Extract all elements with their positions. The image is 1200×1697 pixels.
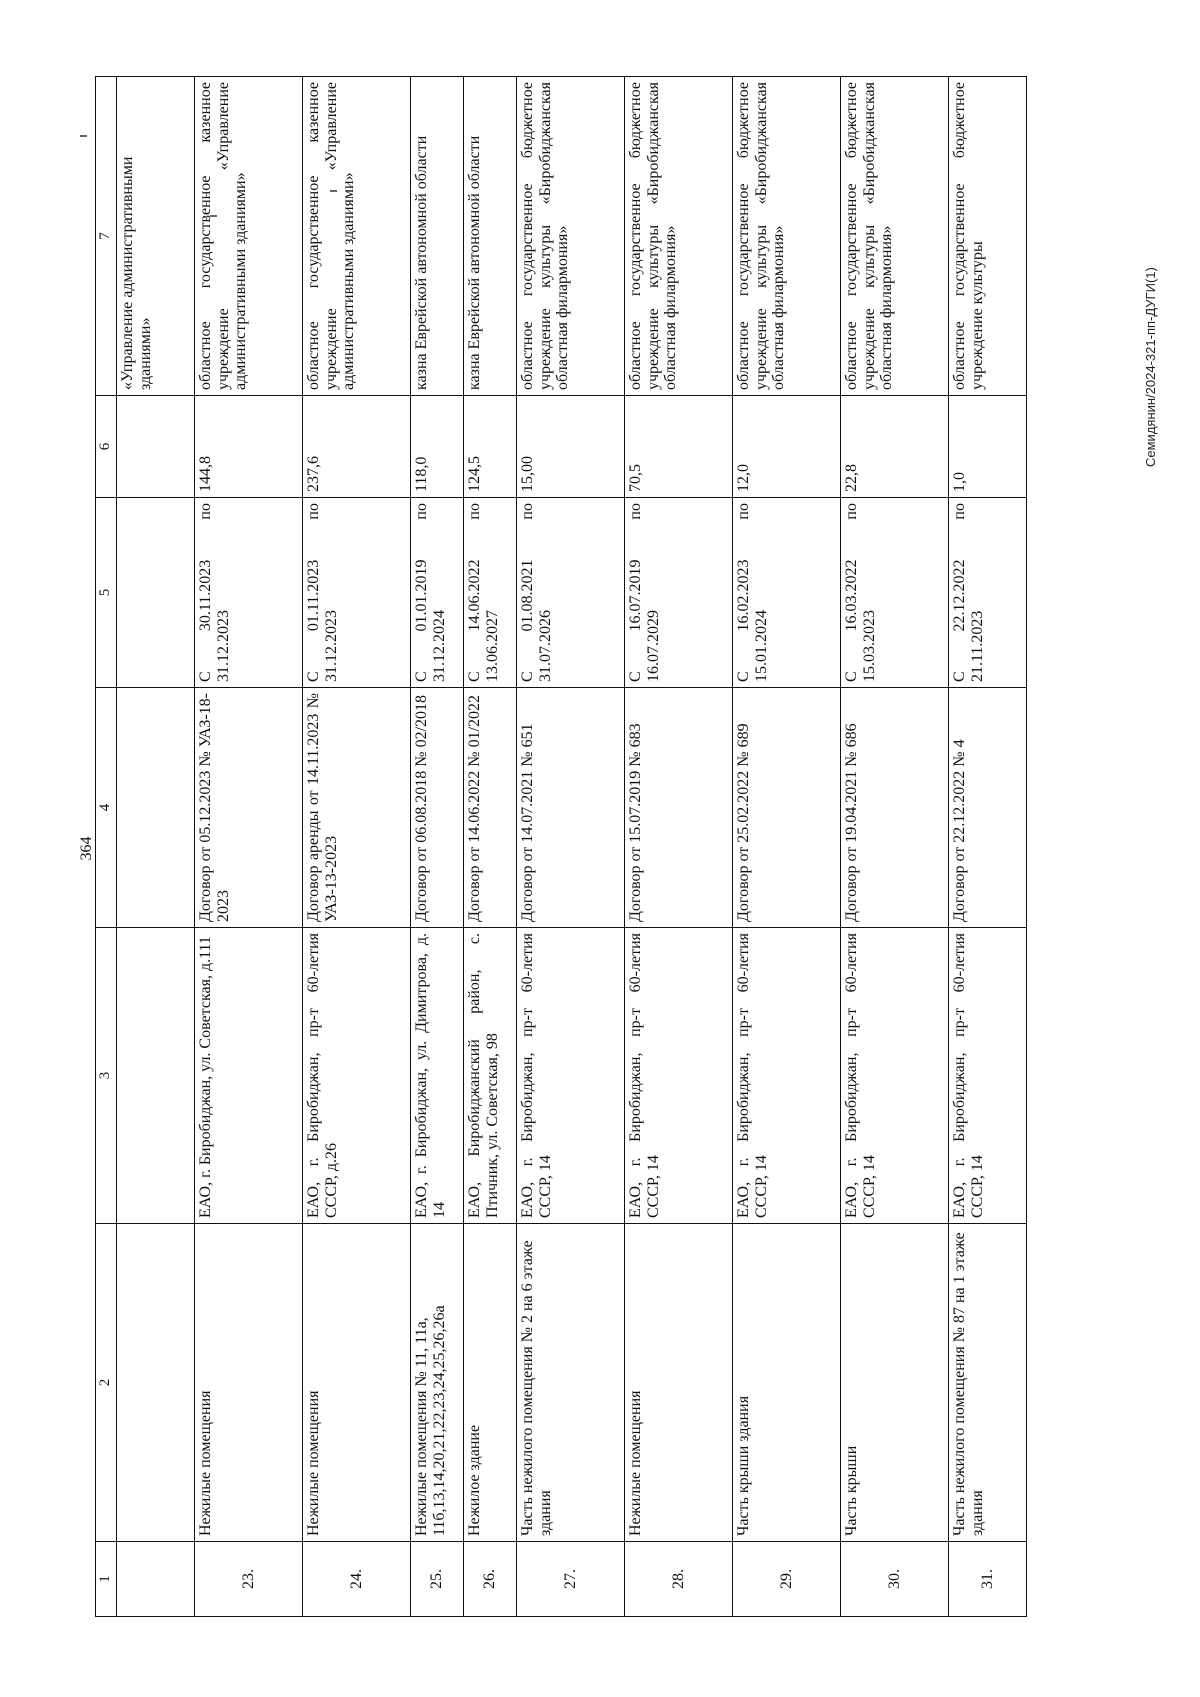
holder-name: казна Еврейской автономной области: [411, 77, 464, 396]
row-number: 31.: [949, 1542, 1027, 1617]
area-value: 237,6: [303, 396, 411, 498]
row-number: 29.: [733, 1542, 841, 1617]
object-name: Нежилые помещения: [303, 1224, 411, 1542]
object-address: ЕАО, г. Биробиджан, ул. Димитрова, д. 14: [411, 928, 464, 1224]
lease-period: С 16.03.2022 по 15.03.2023: [841, 498, 949, 688]
row-number: 30.: [841, 1542, 949, 1617]
holder-name: областное государственное бюджетное учреждение культуры «Биробиджанская областная филармония»: [517, 77, 625, 396]
object-name: Нежилые помещения: [195, 1224, 303, 1542]
column-header: 1: [96, 1542, 117, 1617]
row-number: 24.: [303, 1542, 411, 1617]
area-value: 1,0: [949, 396, 1027, 498]
holder-name: областное государственное бюджетное учреждение культуры «Биробиджанская областная филармония»: [625, 77, 733, 396]
area-value: 22,8: [841, 396, 949, 498]
object-address: ЕАО, г. Биробиджан, пр-т 60-летия СССР, 14: [733, 928, 841, 1224]
lease-table: [95, 76, 1027, 1617]
contract-details: Договор от 19.04.2021 № 686: [841, 688, 949, 928]
document-code: Семидянин/2024-321-пп-ДУГИ(1): [1143, 267, 1158, 467]
contract-details: Договор от 14.06.2022 № 01/2022: [464, 688, 517, 928]
scan-speck: [80, 135, 87, 137]
table-row: [949, 77, 1027, 1617]
holder-name: казна Еврейской автономной области: [464, 77, 517, 396]
area-value: 118,0: [411, 396, 464, 498]
table-row: [195, 77, 303, 1617]
contract-details: Договор от 14.07.2021 № 651: [517, 688, 625, 928]
object-address: ЕАО, г. Биробиджан, пр-т 60-летия СССР, 14: [841, 928, 949, 1224]
table-row: [517, 77, 625, 1617]
object-address: ЕАО, г. Биробиджан, пр-т 60-летия СССР, 14: [949, 928, 1027, 1224]
table-row: [733, 77, 841, 1617]
lease-period: С 16.07.2019 по 16.07.2029: [625, 498, 733, 688]
lease-period: С 22.12.2022 по 21.11.2023: [949, 498, 1027, 688]
holder-name: областное государственное бюджетное учреждение культуры «Биробиджанская областная филармония»: [841, 77, 949, 396]
object-address: ЕАО, г. Биробиджан, пр-т 60-летия СССР, 14: [625, 928, 733, 1224]
contract-details: Договор аренды от 14.11.2023 № УАЗ-13-2023: [303, 688, 411, 928]
object-name: Часть крыши здания: [733, 1224, 841, 1542]
lease-period: С 30.11.2023 по 31.12.2023: [195, 498, 303, 688]
object-name: Нежилое здание: [464, 1224, 517, 1542]
table-row: [464, 77, 517, 1617]
object-name: Часть нежилого помещения № 87 на 1 этаже здания: [949, 1224, 1027, 1542]
column-header-row: [96, 77, 117, 1617]
holder-name: областное государственное казенное учреждение «Управление административными зданиями»: [195, 77, 303, 396]
contract-details: Договор от 22.12.2022 № 4: [949, 688, 1027, 928]
contract-details: Договор от 06.08.2018 № 02/2018: [411, 688, 464, 928]
column-header: 4: [96, 688, 117, 928]
lease-period: С 01.08.2021 по 31.07.2026: [517, 498, 625, 688]
contract-details: Договор от 15.07.2019 № 683: [625, 688, 733, 928]
continuation-cell: «Управление административными зданиями»: [117, 77, 195, 396]
area-value: 124,5: [464, 396, 517, 498]
contract-details: Договор от 25.02.2022 № 689: [733, 688, 841, 928]
column-header: 3: [96, 928, 117, 1224]
object-address: ЕАО, г. Биробиджан, ул. Советская, д.111: [195, 928, 303, 1224]
row-number: 27.: [517, 1542, 625, 1617]
area-value: 15,00: [517, 396, 625, 498]
contract-details: Договор от 05.12.2023 № УАЗ-18-2023: [195, 688, 303, 928]
column-header: 5: [96, 498, 117, 688]
continuation-row: [117, 77, 195, 1617]
page-number: 364: [78, 836, 95, 861]
area-value: 70,5: [625, 396, 733, 498]
holder-name: областное государственное бюджетное учреждение культуры: [949, 77, 1027, 396]
lease-period: С 01.11.2023 по 31.12.2023: [303, 498, 411, 688]
column-header: 2: [96, 1224, 117, 1542]
object-name: Часть нежилого помещения № 2 на 6 этаже здания: [517, 1224, 625, 1542]
object-name: Нежилые помещения: [625, 1224, 733, 1542]
area-value: 12,0: [733, 396, 841, 498]
column-header: 7: [96, 77, 117, 396]
holder-name: областное государственное казенное учреждение «Управление административными зданиями»: [303, 77, 411, 396]
row-number: 25.: [411, 1542, 464, 1617]
object-address: ЕАО, г. Биробиджан, пр-т 60-летия СССР, 14: [517, 928, 625, 1224]
object-name: Часть крыши: [841, 1224, 949, 1542]
table-row: [625, 77, 733, 1617]
table-row: [303, 77, 411, 1617]
table-row: [411, 77, 464, 1617]
object-address: ЕАО, г. Биробиджан, пр-т 60-летия СССР, д.26: [303, 928, 411, 1224]
holder-name: областное государственное бюджетное учреждение культуры «Биробиджанская областная филармония»: [733, 77, 841, 396]
row-number: 26.: [464, 1542, 517, 1617]
column-header: 6: [96, 396, 117, 498]
area-value: 144,8: [195, 396, 303, 498]
table-row: [841, 77, 949, 1617]
object-address: ЕАО, Биробиджанский район, с. Птичник, ул. Советская, 98: [464, 928, 517, 1224]
lease-period: С 14.06.2022 по 13.06.2027: [464, 498, 517, 688]
object-name: Нежилые помещения № 11, 11а, 11б,13,14,20,21,22,23,24,25,26,26а: [411, 1224, 464, 1542]
lease-period: С 01.01.2019 по 31.12.2024: [411, 498, 464, 688]
row-number: 28.: [625, 1542, 733, 1617]
row-number: 23.: [195, 1542, 303, 1617]
lease-period: С 16.02.2023 по 15.01.2024: [733, 498, 841, 688]
